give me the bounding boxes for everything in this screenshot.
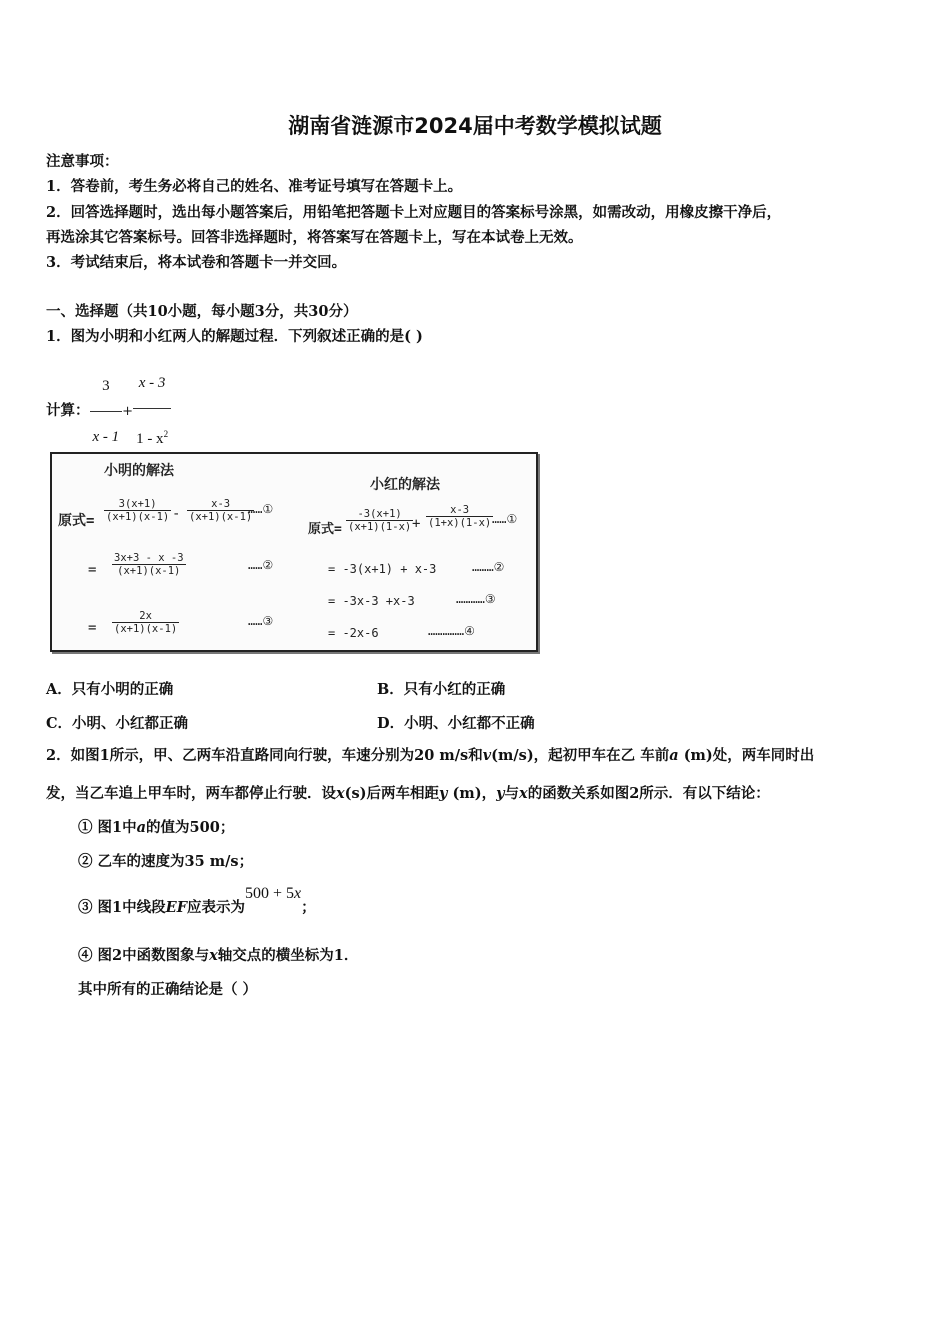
- question-2-ask: 其中所有的正确结论是（ ）: [78, 981, 258, 998]
- step-marker: ……①: [492, 512, 518, 526]
- notice-heading: 注意事项：: [46, 153, 119, 170]
- right-step3: = -3x-3 +x-3: [328, 594, 415, 608]
- question-1-stem: 1．图为小明和小红两人的解题过程．下列叙述正确的是( ): [46, 328, 423, 345]
- conclusion-3: ③ 图1中线段EF应表示为500 + 5x；: [78, 885, 316, 916]
- left-step1-frac-b: x-3 (x+1)(x-1): [189, 498, 253, 523]
- notice-item: 1．答卷前，考生务必将自己的姓名、准考证号填写在答题卡上。: [46, 178, 463, 195]
- plus-sign: +: [122, 404, 134, 419]
- solution-figure: [50, 452, 538, 652]
- calc-label: 计算：: [46, 402, 90, 419]
- option-d: D．小明、小红都不正确: [377, 715, 535, 732]
- conclusion-2: ② 乙车的速度为35 m/s；: [78, 853, 254, 870]
- notice-item: 3．考试结束后，将本试卷和答题卡一并交回。: [46, 254, 347, 271]
- calc-expression: [46, 360, 171, 462]
- notice-item: 2．回答选择题时，选出每小题答案后，用铅笔把答题卡上对应题目的答案标号涂黑，如需改动，用橡皮擦干净后，: [46, 204, 782, 221]
- notice-item: 再选涂其它答案标号。回答非选择题时，将答案写在答题卡上，写在本试卷上无效。: [46, 229, 583, 246]
- right-prefix: 原式=: [308, 522, 342, 537]
- step-marker: ……………④: [428, 624, 475, 638]
- left-step3-frac: 2x (x+1)(x-1): [114, 610, 178, 635]
- option-b: B．只有小红的正确: [377, 681, 506, 698]
- right-step1-frac-b: x-3 (1+x)(1-x): [428, 504, 492, 529]
- fraction-2: $\frac{x - 3}{1 - x^2}$: [133, 360, 171, 462]
- step-marker: ……②: [248, 558, 274, 572]
- option-c: C．小明、小红都正确: [46, 715, 189, 732]
- right-solution-title: 小红的解法: [370, 477, 440, 493]
- fraction-1: $\frac{3}{x - 1}$: [90, 363, 123, 460]
- left-step1-frac-a: 3(x+1) (x+1)(x-1): [106, 498, 170, 523]
- right-step2: = -3(x+1) + x-3: [328, 562, 437, 576]
- page-title: 湖南省涟源市2024届中考数学模拟试题: [288, 114, 662, 138]
- question-2-line-2: 发，当乙车追上甲车时，两车都停止行驶．设x(s)后两车相距y (m)，y与x的函数关系如图2所示．有以下结论：: [46, 785, 770, 802]
- conclusion-1: ① 图1中a的值为500；: [78, 819, 235, 836]
- question-2-line-1: 2．如图1所示，甲、乙两车沿直路同向行驶，车速分别为20 m/s和v(m/s)，起初甲车在乙 车前a (m)处，两车同时出: [46, 747, 815, 764]
- step-marker: ………②: [472, 560, 505, 574]
- left-step2-frac: 3x+3 - x -3 (x+1)(x-1): [114, 552, 184, 577]
- step-marker: ……③: [248, 614, 274, 628]
- step-marker: ……①: [248, 502, 274, 516]
- left-prefix: 原式=: [58, 513, 95, 529]
- section-heading: 一、选择题（共10小题，每小题3分，共30分）: [46, 303, 358, 320]
- right-step1-frac-a: -3(x+1) (x+1)(1-x): [348, 508, 412, 533]
- step-marker: …………③: [456, 592, 496, 606]
- right-step1-op: +: [412, 516, 421, 532]
- conclusion-4: ④ 图2中函数图象与x轴交点的横坐标为1．: [78, 947, 359, 964]
- left-solution-title: 小明的解法: [104, 463, 174, 479]
- option-a: A．只有小明的正确: [46, 681, 174, 698]
- right-step4: = -2x-6: [328, 626, 379, 640]
- formula-500-5x: 500 + 5x: [245, 885, 302, 902]
- left-step3-eq: =: [88, 620, 97, 636]
- left-step2-eq: =: [88, 562, 97, 578]
- left-step1-op: -: [172, 506, 181, 522]
